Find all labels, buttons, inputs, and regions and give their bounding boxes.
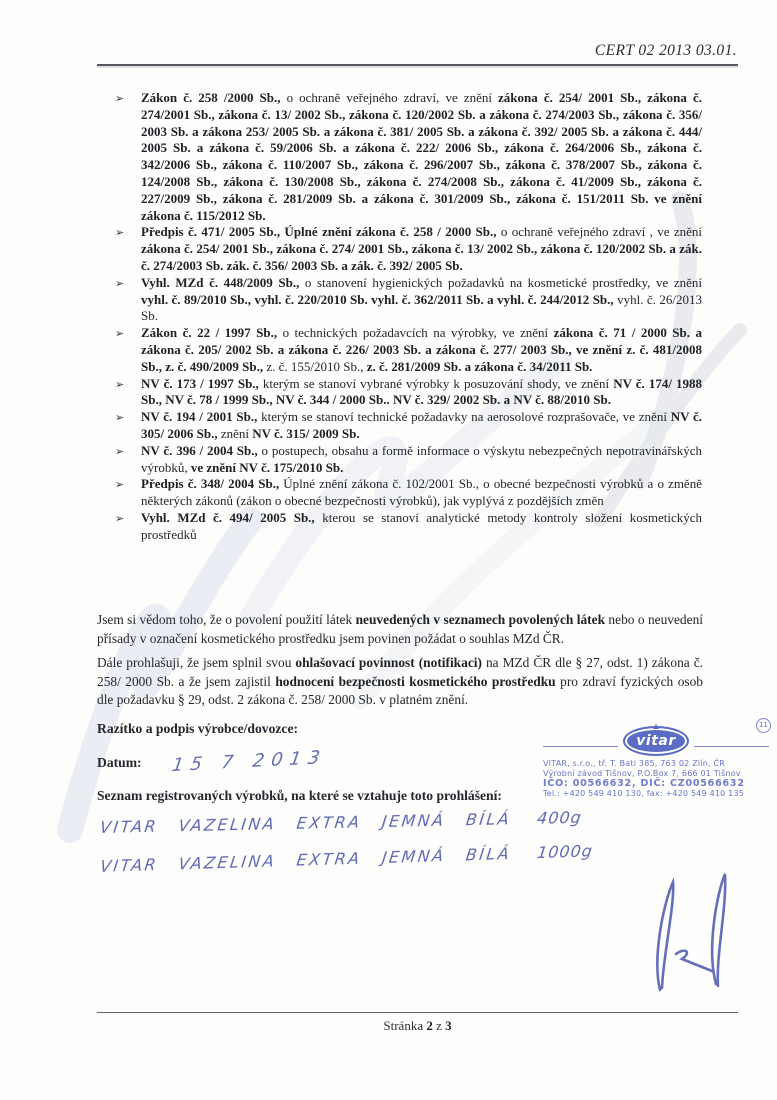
text-segment: o stanovení hygienických požadavků na kosmetické prostředky, ve znění	[299, 274, 702, 290]
legal-reference-text	[141, 224, 702, 274]
legal-reference-item	[115, 275, 702, 325]
text-segment: z	[432, 1018, 446, 1033]
bold-text-segment: 2	[426, 1018, 433, 1033]
text-segment: Dále prohlašuji, že jsem splnil svou	[97, 655, 296, 670]
arrow-bullet-icon: ➢	[115, 327, 125, 341]
text-segment: na MZd ČR dle § 27, odst. 1) zákona č. 258/ 2000 Sb. a že jsem zajistil	[97, 655, 703, 689]
arrow-bullet-icon: ➢	[115, 276, 125, 290]
arrow-bullet-icon: ➢	[115, 444, 125, 458]
page-number	[97, 1018, 738, 1034]
stamp-signature-label: Razítko a podpis výrobce/dovozce:	[97, 721, 299, 736]
text-segment: kterým se stanoví vybrané výrobky k posuzování shody, ve znění	[258, 375, 614, 391]
legal-reference-item	[115, 476, 702, 510]
stamp-line: VITAR, s.r.o., tř. T. Bati 385, 763 02 Zlín, ČR	[543, 759, 726, 768]
legal-reference-text	[141, 376, 702, 410]
stamp-line: Tel.: +420 549 410 130, fax: +420 549 410 135	[543, 789, 745, 798]
bold-text-segment: ohlašovací povinnost (notifikaci)	[295, 655, 482, 670]
legal-reference-item	[115, 224, 702, 274]
header-rule	[97, 64, 738, 66]
handwritten-date: 15 7 2013	[169, 746, 328, 777]
bold-text-segment: vyhl. č. 89/2010 Sb., vyhl. č. 220/2010 Sb. vyhl. č. 362/2011 Sb. a vyhl. č. 244/2012 Sb.,	[141, 291, 614, 307]
bold-text-segment: Předpis č. 348/ 2004 Sb.,	[141, 476, 280, 492]
legal-reference-item	[115, 443, 702, 477]
declaration-paragraph	[97, 611, 703, 648]
text-segment: nebo o neuvedení přísady v označení kosmetického prostředku jsem povinen požádat o souhlas MZd ČR.	[97, 612, 703, 646]
bold-text-segment: Předpis č. 471/ 2005 Sb., Úplné znění zákona č. 258 / 2000 Sb.,	[141, 224, 497, 240]
product-list-label: Seznam registrovaných výrobků, na které se vztahuje toto prohlášení:	[97, 788, 502, 803]
bold-text-segment: NV č. 305/ 2006 Sb.,	[141, 409, 702, 441]
date-label	[97, 746, 328, 777]
text-segment: znění	[217, 425, 253, 441]
bold-text-segment: hodnocení bezpečnosti kosmetického prostředku	[275, 673, 556, 689]
product-name: VITAR VAZELINA EXTRA JEMNÁ BÍLÁ	[98, 843, 513, 876]
bold-text-segment: NV č. 173 / 1997 Sb.,	[141, 375, 259, 391]
legal-references-list	[115, 90, 702, 544]
legal-reference-item	[115, 409, 702, 443]
stamp-number-badge: 11	[756, 718, 771, 733]
text-segment: o postupech, obsahu a formě informace o výskytu nebezpečných nepotravinářských výrobků,	[141, 442, 702, 475]
bold-text-segment: zákona č. 71 / 2000 Sb. a zákona č. 205/ 2002 Sb. a zákona č. 226/ 2003 Sb. a zákona č. 277/ 2003 Sb., ve znění z. č. 481/2008 Sb., z. č. 490/2009 Sb.,	[141, 325, 702, 374]
legal-reference-item	[115, 376, 702, 410]
handwritten-product-row	[99, 806, 661, 837]
document-code: CERT 02 2013 03.01.	[594, 42, 737, 59]
bold-text-segment: NV č. 396 / 2004 Sb.,	[141, 442, 258, 458]
text-segment: vyhl. č. 26/2013 Sb.	[141, 291, 702, 324]
bold-text-segment: neuvedených v seznamech povolených látek	[355, 612, 606, 627]
text-segment: o ochraně veřejného zdraví , ve znění	[496, 224, 702, 240]
bold-text-segment: ve znění NV č. 175/2010 Sb.	[190, 459, 344, 475]
stamp-line: Výrobní závod Tišnov, P.O.Box 7, 666 01 Tišnov	[543, 769, 741, 778]
text-segment: o technických požadavcích na výrobky, ve znění	[277, 325, 554, 341]
footer-rule	[97, 1012, 738, 1013]
stamp-rule-right	[694, 746, 769, 747]
legal-reference-item	[115, 510, 702, 544]
text-segment: pro zdraví fyzických osob dle požadavku § 29, odst. 2 zákona č. 258/ 2000 Sb. v platném znění.	[97, 673, 703, 708]
bold-text-segment: NV č. 315/ 2009 Sb.	[252, 425, 360, 441]
text-segment: Stránka	[383, 1018, 427, 1033]
legal-reference-text	[141, 325, 702, 375]
arrow-bullet-icon: ➢	[115, 478, 125, 492]
text-segment: kterým se stanoví technické požadavky na aerosolové rozprašovače, ve znění	[257, 409, 671, 425]
legal-reference-text	[141, 510, 702, 544]
text-segment: z. č. 155/2010 Sb.,	[263, 358, 367, 374]
company-stamp	[543, 721, 769, 799]
date-label-text: Datum:	[97, 755, 142, 770]
bold-text-segment: Zákon č. 258 /2000 Sb.,	[141, 90, 281, 105]
stamp-address-block	[543, 759, 769, 799]
vitar-logo: vitar	[623, 726, 689, 756]
arrow-bullet-icon: ➢	[115, 226, 125, 240]
legal-reference-text	[141, 476, 702, 510]
legal-reference-item	[115, 325, 702, 375]
text-segment: kterou se stanoví analytické metody kontroly složení kosmetických prostředků	[141, 509, 702, 542]
stamp-logo-row	[543, 721, 769, 756]
legal-reference-text	[141, 275, 702, 325]
bold-text-segment: z. č. 281/2009 Sb. a zákona č. 34/2011 Sb.	[366, 358, 593, 374]
text-segment: o ochraně veřejného zdraví, ve znění	[280, 90, 499, 105]
product-size: 400g	[536, 807, 584, 828]
bold-text-segment: zákona č. 254/ 2001 Sb., zákona č. 274/ 2001 Sb., zákona č. 13/ 2002 Sb., zákona č. 120/2002 Sb. a zák. č. 274/2003 Sb. zák. č. 356/ 2003 Sb. a zák. č. 392/ 2005 Sb.	[141, 241, 702, 273]
bold-text-segment: Zákon č. 22 / 1997 Sb.,	[141, 325, 278, 341]
product-size: 1000g	[535, 841, 595, 863]
legal-reference-text	[141, 443, 702, 477]
bold-text-segment: NV č. 174/ 1988 Sb., NV č. 78 / 1999 Sb., NV č. 344 / 2000 Sb.. NV č. 329/ 2002 Sb. a NV č. 88/2010 Sb.	[141, 375, 702, 408]
stamp-line: IČO: 00566632, DIČ: CZ00566632	[543, 778, 745, 789]
product-name: VITAR VAZELINA EXTRA JEMNÁ BÍLÁ	[98, 809, 513, 837]
signature	[630, 862, 745, 992]
arrow-bullet-icon: ➢	[115, 411, 125, 425]
stamp-rule-left	[543, 746, 618, 747]
bold-text-segment: 3	[445, 1018, 452, 1033]
text-segment: Jsem si vědom toho, že o povolení použití látek	[97, 612, 356, 627]
declaration-paragraph	[97, 654, 703, 710]
arrow-bullet-icon: ➢	[115, 511, 125, 525]
arrow-bullet-icon: ➢	[115, 377, 125, 391]
legal-reference-text	[141, 90, 702, 224]
text-segment: Úplné znění zákona č. 102/2001 Sb., o obecné bezpečnosti výrobků a o změně některých zákonů (zákon o obecné bezpečnosti výrobků), jak vyplývá z pozdějších změn	[141, 476, 702, 509]
legal-reference-item	[115, 90, 702, 224]
bold-text-segment: Vyhl. MZd č. 448/2009 Sb.,	[141, 274, 300, 290]
bold-text-segment: zákona č. 254/ 2001 Sb., zákona č. 274/2001 Sb., zákona č. 13/ 2002 Sb., zákona č. 120/2002 Sb. a zákona č. 274/2003 Sb., zákona č. 356/ 2003 Sb. a zákona 253/ 2005 Sb. a zákona č. 381/ 2005 Sb. a zákona č. 392/ 2005 Sb. a zákona č. 444/ 2005 Sb. a zákona č. 59/2006 Sb. a zákona č. 222/ 2006 Sb., zákona č. 264/2006 Sb., zákona č. 342/2006 Sb., zákona č. 110/2007 Sb., zákona č. 296/2007 Sb., zákona č. 378/2007 Sb., zákona č. 124/2008 Sb., zákona č. 130/2008 Sb., zákona č. 274/2008 Sb., zákona č. 41/2009 Sb., zákona č. 227/2009 Sb., zákona č. 281/2009 Sb. a zákona č. 301/2009 Sb., zákona č. 151/2011 Sb. ve znění zákona č. 115/2012 Sb.	[141, 90, 702, 223]
handwritten-product-row	[99, 839, 661, 876]
legal-reference-text	[141, 409, 702, 443]
arrow-bullet-icon: ➢	[115, 92, 125, 105]
bold-text-segment: NV č. 194 / 2001 Sb.,	[141, 409, 258, 425]
bold-text-segment: Vyhl. MZd č. 494/ 2005 Sb.,	[141, 509, 315, 525]
